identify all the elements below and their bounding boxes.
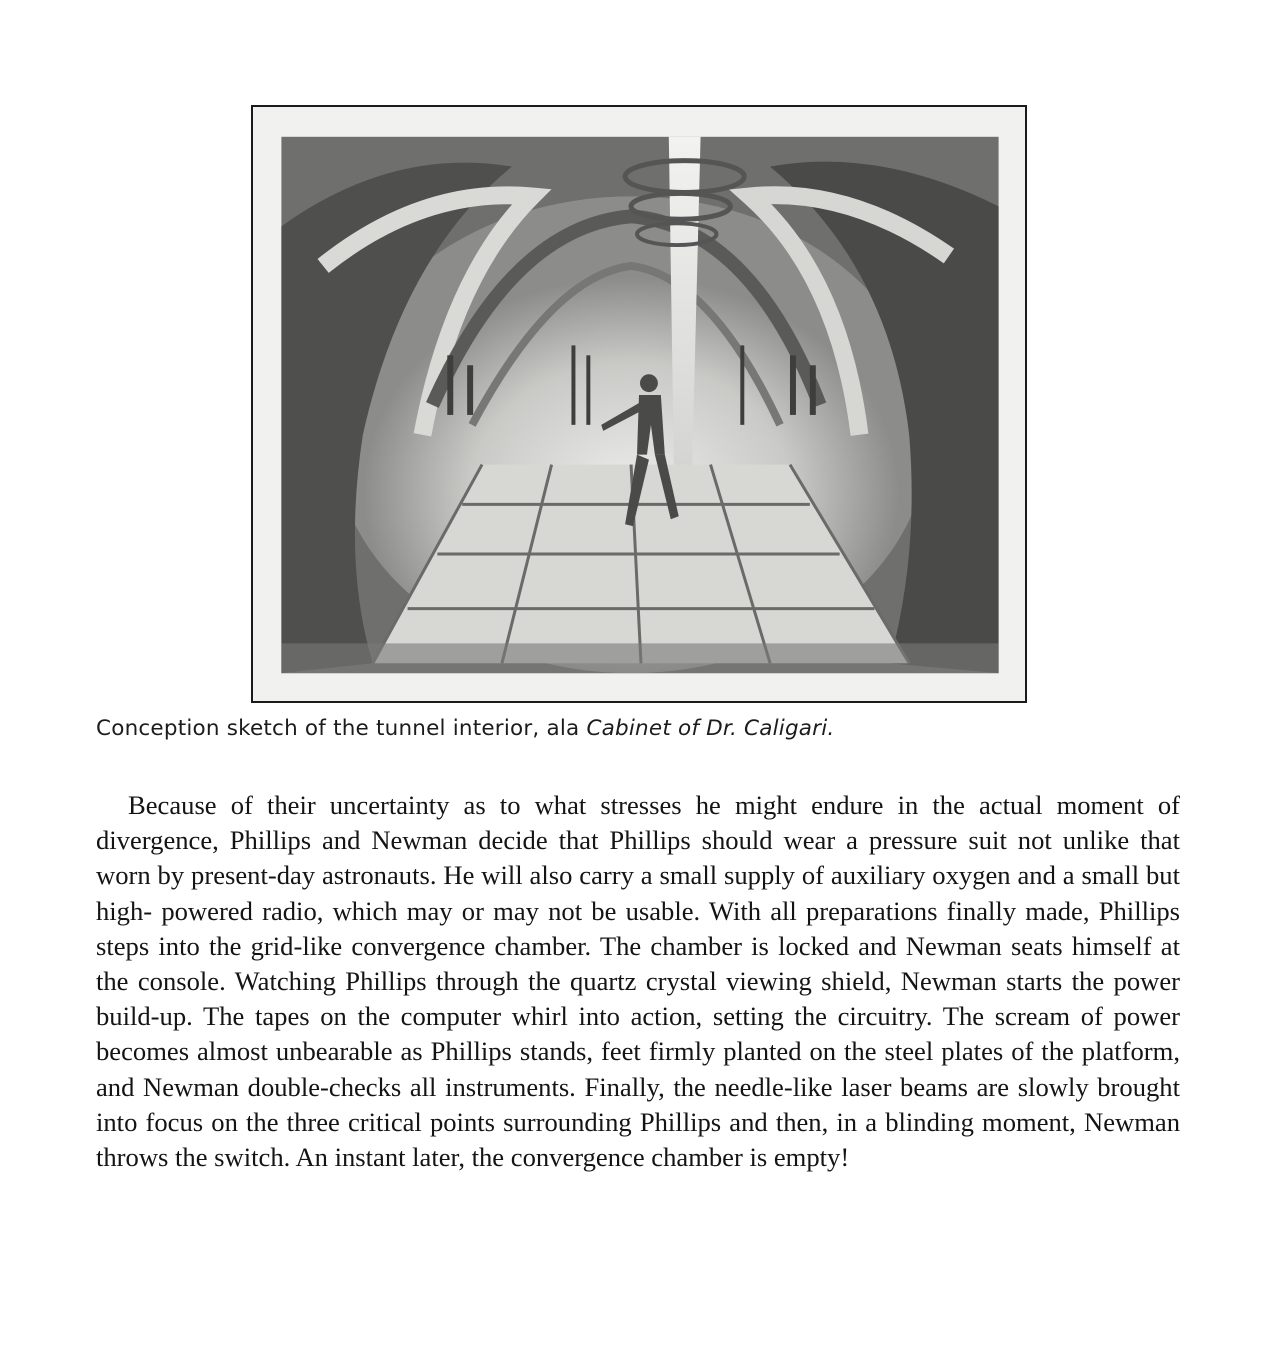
body-paragraph: Because of their uncertainty as to what stresses he might endure in the actual moment of divergence, Phillips and Newman decide that Phillips should wear a pressure suit not unlike that worn by present-day astronauts. He will also carry a small supply of auxiliary oxygen and a small but high- powered radio, which may or may not be usable. With all preparations finally made, Phillips steps into the grid-like convergence chamber. The chamber is locked and Newman seats himself at the console. Watching Phillips through the quartz crystal viewing shield, Newman starts the power build-up. The tapes on the computer whirl into action, setting the circuitry. The scream of power becomes almost unbearable as Phillips stands, feet firmly planted on the steel plates of the platform, and Newman double-checks all instruments. Finally, the needle-like laser beams are slowly brought into focus on the three critical points surrounding Phillips and then, in a blinding moment, Newman throws the switch. An instant later, the convergence chamber is empty! — [96, 790, 1180, 1173]
sketch-drawing — [253, 107, 1025, 701]
figure-caption — [96, 716, 1186, 741]
tunnel-sketch-image — [251, 105, 1027, 703]
caption-film-title: Cabinet of Dr. Caligari. — [586, 716, 835, 741]
caption-text: Conception sketch of the tunnel interior, ala — [96, 716, 587, 741]
